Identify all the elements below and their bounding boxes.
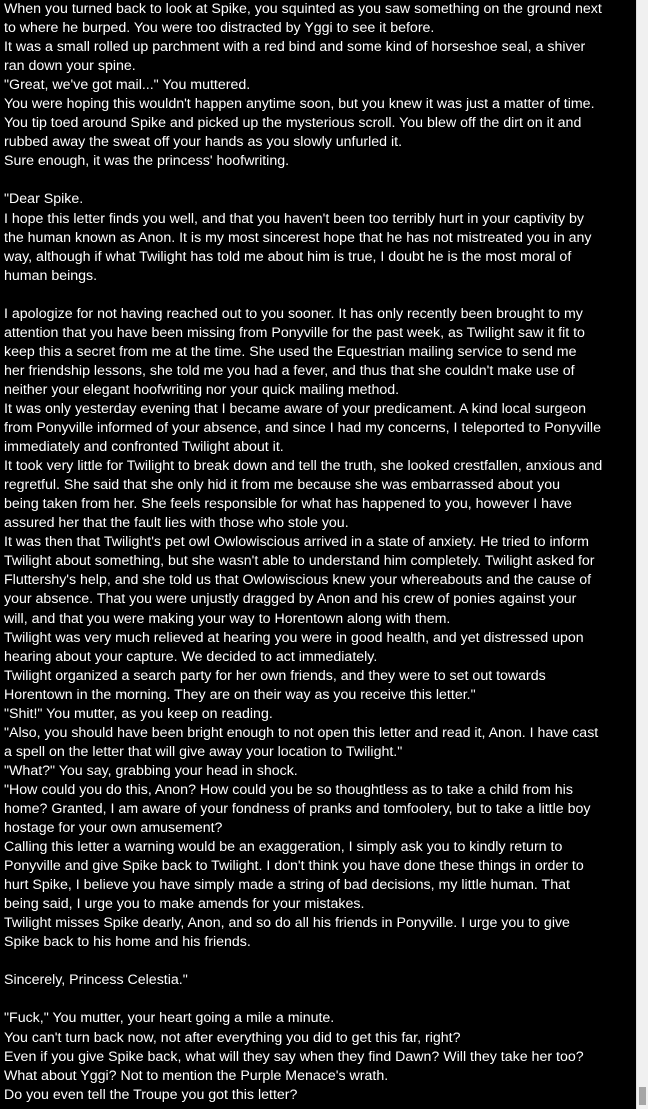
text-line: "Great, we've got mail..." You muttered. — [4, 77, 251, 94]
text-line: It was only yesterday evening that I became aware of your predicament. A kind local surgeon — [4, 400, 587, 417]
blank-line — [4, 990, 636, 1009]
text-line: Even if you give Spike back, what will they say when they find Dawn? Will they take her too? — [4, 1048, 584, 1065]
text-line: regretful. She said that she only hid it from me because she was embarrassed about you — [4, 477, 560, 494]
text-line: I apologize for not having reached out to you sooner. It has only recently been brought to my — [4, 305, 583, 322]
text-line: Spike back to his home and his friends. — [4, 934, 251, 951]
text-line: What about Yggi? Not to mention the Purple Menace's wrath. — [4, 1067, 389, 1084]
text-line: It was then that Twilight's pet owl Owlowiscious arrived in a state of anxiety. He tried to inform — [4, 534, 589, 551]
vertical-scrollbar[interactable] — [636, 0, 648, 1109]
text-line: hurt Spike, I believe you have simply made a string of bad decisions, my little human. That — [4, 877, 570, 894]
text-line: your absence. That you were unjustly dragged by Anon and his crew of ponies against your — [4, 591, 577, 608]
text-line: to where he burped. You were too distracted by Yggi to see it before. — [4, 20, 435, 37]
text-line: a spell on the letter that will give away your location to Twilight." — [4, 743, 403, 760]
text-line: Ponyville and give Spike back to Twilight. I don't think you have done these things in order to — [4, 858, 584, 875]
text-line: When you turned back to look at Spike, you squinted as you saw something on the ground next — [4, 1, 602, 17]
text-line: Do you even tell the Troupe you got this letter? — [4, 1086, 298, 1103]
text-line: immediately and confronted Twilight about it. — [4, 439, 284, 456]
text-line: rubbed away the sweat off your hands as you slowly unfurled it. — [4, 134, 403, 151]
text-line: "Fuck," You mutter, your heart going a mile a minute. — [4, 1010, 335, 1027]
text-line: her friendship lessons, she told me you had a fever, and thus that she couldn't make use of — [4, 362, 575, 379]
text-line: "Dear Spike. — [4, 191, 84, 208]
text-line: Sure enough, it was the princess' hoofwriting. — [4, 153, 290, 170]
text-line: Twilight about something, but she wasn't able to understand him completely. Twilight asked for — [4, 553, 595, 570]
text-line: human beings. — [4, 267, 98, 284]
text-line: home? Granted, I am aware of your fondness of pranks and tomfoolery, but to take a little boy — [4, 800, 591, 817]
text-line: "How could you do this, Anon? How could you be so thoughtless as to take a child from his — [4, 781, 573, 798]
text-line: Horentown in the morning. They are on their way as you receive this letter." — [4, 686, 476, 703]
text-line: Twilight organized a search party for her own friends, and they were to set out towards — [4, 667, 546, 684]
text-line: ran down your spine. — [4, 58, 136, 75]
text-line: You can't turn back now, not after everything you did to get this far, right? — [4, 1029, 461, 1046]
text-line: Twilight misses Spike dearly, Anon, and so do all his friends in Ponyville. I urge you to give — [4, 915, 570, 932]
blank-line — [4, 171, 636, 190]
blank-line — [4, 286, 636, 305]
text-line: You were hoping this wouldn't happen anytime soon, but you knew it was just a matter of time. — [4, 96, 595, 113]
text-line: Fluttershy's help, and she told us that Owlowiscious knew your whereabouts and the cause of — [4, 572, 592, 589]
text-line: being said, I urge you to make amends for your mistakes. — [4, 896, 365, 913]
text-line: will, and that you were making your way to Horentown along with them. — [4, 610, 451, 627]
text-line: the human known as Anon. It is my most sincerest hope that he has not mistreated you in any — [4, 229, 592, 246]
text-line: hearing about your capture. We decided to act immediately. — [4, 648, 378, 665]
text-line: Calling this letter a warning would be an exaggeration, I simply ask you to kindly return to — [4, 839, 563, 856]
text-line: neither your elegant hoofwriting nor your quick mailing method. — [4, 381, 400, 398]
text-line: It took very little for Twilight to break down and tell the truth, she looked crestfallen, anxious and — [4, 458, 603, 475]
text-line: Twilight was very much relieved at hearing you were in good health, and yet distressed upon — [4, 629, 584, 646]
story-text — [4, 0, 636, 1105]
text-line: hostage for your own amusement? — [4, 820, 223, 837]
text-line: You tip toed around Spike and picked up the mysterious scroll. You blew off the dirt on it and — [4, 115, 582, 132]
scrollbar-thumb[interactable] — [639, 1087, 646, 1105]
text-line: assured her that the fault lies with those who stole you. — [4, 515, 349, 532]
text-line: "What?" You say, grabbing your head in shock. — [4, 762, 298, 779]
text-line: It was a small rolled up parchment with a red bind and some kind of horseshoe seal, a shiver — [4, 39, 586, 56]
text-line: keep this a secret from me at the time. She used the Equestrian mailing service to send me — [4, 343, 577, 360]
text-line: "Shit!" You mutter, as you keep on reading. — [4, 705, 273, 722]
text-line: attention that you have been missing from Ponyville for the past week, as Twilight saw it fit to — [4, 324, 585, 341]
text-line: I hope this letter finds you well, and that you haven't been too terribly hurt in your captivity by — [4, 210, 584, 227]
text-line: Sincerely, Princess Celestia." — [4, 972, 188, 989]
text-line: from Ponyville informed of your absence, and since I had my concerns, I teleported to Ponyville — [4, 420, 601, 437]
text-line: "Also, you should have been bright enough to not open this letter and read it, Anon. I have cast — [4, 724, 599, 741]
text-line: being taken from her. She feels responsible for what has happened to you, however I have — [4, 496, 572, 513]
text-line: way, although if what Twilight has told me about him is true, I doubt he is the most moral of — [4, 248, 572, 265]
blank-line — [4, 952, 636, 971]
